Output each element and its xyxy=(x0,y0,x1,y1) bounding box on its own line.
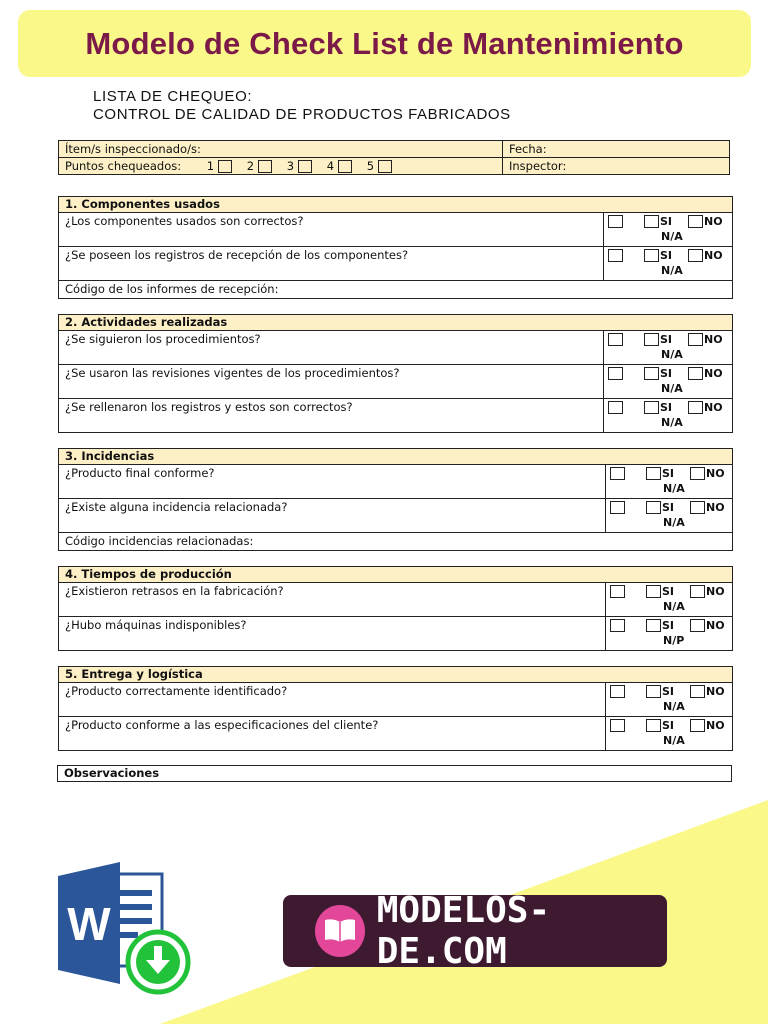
na-label: N/A xyxy=(661,264,683,277)
na-label: N/A xyxy=(661,230,683,243)
question-text: ¿Los componentes usados son correctos? xyxy=(59,213,604,247)
question-text: ¿Producto conforme a las especificaciones del cliente? xyxy=(59,717,606,751)
si-label: SI xyxy=(660,401,673,414)
no-label: NO xyxy=(704,333,723,346)
question-text: ¿Se usaron las revisiones vigentes de los procedimientos? xyxy=(59,365,604,399)
no-label: NO xyxy=(706,685,725,698)
point-checkbox-2[interactable] xyxy=(258,160,272,173)
answer-options xyxy=(604,247,733,281)
question-text: ¿Existieron retrasos en la fabricación? xyxy=(59,583,606,617)
open-book-icon xyxy=(323,918,357,944)
checkbox[interactable] xyxy=(610,467,625,480)
word-download-icon[interactable] xyxy=(58,860,198,1000)
header-info-table xyxy=(58,140,730,175)
answer-options xyxy=(606,465,733,499)
no-checkbox[interactable] xyxy=(688,249,703,262)
si-checkbox[interactable] xyxy=(646,501,661,514)
page-title: Modelo de Check List de Mantenimiento xyxy=(85,25,684,61)
point-number: 4 xyxy=(326,159,335,173)
checkbox[interactable] xyxy=(608,401,623,414)
section-title: 5. Entrega y logística xyxy=(59,667,733,683)
question-text: ¿Se siguieron los procedimientos? xyxy=(59,331,604,365)
subtitle-line-1: LISTA DE CHEQUEO: xyxy=(93,88,253,105)
answer-options xyxy=(604,331,733,365)
si-checkbox[interactable] xyxy=(644,333,659,346)
answer-options xyxy=(604,213,733,247)
answer-options xyxy=(606,683,733,717)
checkbox[interactable] xyxy=(608,249,623,262)
question-text: ¿Existe alguna incidencia relacionada? xyxy=(59,499,606,533)
answer-options xyxy=(606,617,733,651)
no-checkbox[interactable] xyxy=(688,367,703,380)
si-checkbox[interactable] xyxy=(646,619,661,632)
si-label: SI xyxy=(662,501,675,514)
si-label: SI xyxy=(662,467,675,480)
point-number: 1 xyxy=(206,159,215,173)
points-checked-label: Puntos chequeados: xyxy=(65,159,182,173)
point-checkbox-1[interactable] xyxy=(218,160,232,173)
no-label: NO xyxy=(706,585,725,598)
si-checkbox[interactable] xyxy=(644,367,659,380)
section-title: 2. Actividades realizadas xyxy=(59,315,733,331)
na-label: N/A xyxy=(663,700,685,713)
si-label: SI xyxy=(660,367,673,380)
point-number: 2 xyxy=(246,159,255,173)
section-1-table xyxy=(58,196,733,299)
points-checked-field xyxy=(59,158,503,175)
no-label: NO xyxy=(704,367,723,380)
si-checkbox[interactable] xyxy=(646,719,661,732)
no-label: NO xyxy=(704,401,723,414)
checkbox[interactable] xyxy=(610,501,625,514)
checkbox[interactable] xyxy=(608,367,623,380)
si-label: SI xyxy=(662,585,675,598)
section-2-table xyxy=(58,314,733,433)
no-label: NO xyxy=(706,467,725,480)
no-checkbox[interactable] xyxy=(690,501,705,514)
na-label: N/A xyxy=(663,482,685,495)
question-text: ¿Producto correctamente identificado? xyxy=(59,683,606,717)
si-checkbox[interactable] xyxy=(644,249,659,262)
si-label: SI xyxy=(660,215,673,228)
no-checkbox[interactable] xyxy=(690,685,705,698)
no-label: NO xyxy=(706,619,725,632)
point-checkbox-3[interactable] xyxy=(298,160,312,173)
point-number: 5 xyxy=(366,159,375,173)
subtitle-line-2: CONTROL DE CALIDAD DE PRODUCTOS FABRICADOS xyxy=(93,106,511,123)
answer-options xyxy=(606,583,733,617)
no-checkbox[interactable] xyxy=(690,467,705,480)
no-checkbox[interactable] xyxy=(690,719,705,732)
checkbox[interactable] xyxy=(610,585,625,598)
point-checkbox-5[interactable] xyxy=(378,160,392,173)
word-letter: W xyxy=(67,898,111,950)
no-label: NO xyxy=(706,719,725,732)
date-label: Fecha: xyxy=(509,142,547,156)
reception-report-code-field[interactable]: Código de los informes de recepción: xyxy=(59,281,733,299)
si-checkbox[interactable] xyxy=(646,685,661,698)
no-checkbox[interactable] xyxy=(690,585,705,598)
si-label: SI xyxy=(662,719,675,732)
observations-table xyxy=(57,765,732,782)
inspector-field[interactable] xyxy=(503,158,730,175)
incident-code-field[interactable]: Código incidencias relacionadas: xyxy=(59,533,733,551)
question-text: ¿Se rellenaron los registros y estos son correctos? xyxy=(59,399,604,433)
brand-badge[interactable] xyxy=(283,890,667,972)
section-title: 1. Componentes usados xyxy=(59,197,733,213)
observations-field[interactable]: Observaciones xyxy=(58,766,732,782)
checkbox[interactable] xyxy=(610,685,625,698)
answer-options xyxy=(604,365,733,399)
date-field[interactable] xyxy=(503,141,730,158)
section-3-table xyxy=(58,448,733,551)
point-number: 3 xyxy=(286,159,295,173)
na-label: N/A xyxy=(661,382,683,395)
title-banner xyxy=(18,10,751,77)
na-label: N/A xyxy=(663,600,685,613)
na-label: N/A xyxy=(663,734,685,747)
si-label: SI xyxy=(662,619,675,632)
section-title: 4. Tiempos de producción xyxy=(59,567,733,583)
question-text: ¿Se poseen los registros de recepción de los componentes? xyxy=(59,247,604,281)
np-label: N/P xyxy=(663,634,685,647)
answer-options xyxy=(606,499,733,533)
si-checkbox[interactable] xyxy=(644,215,659,228)
si-checkbox[interactable] xyxy=(646,467,661,480)
no-checkbox[interactable] xyxy=(690,619,705,632)
si-checkbox[interactable] xyxy=(646,585,661,598)
section-4-table xyxy=(58,566,733,651)
na-label: N/A xyxy=(661,348,683,361)
section-title: 3. Incidencias xyxy=(59,449,733,465)
answer-options xyxy=(604,399,733,433)
checkbox[interactable] xyxy=(608,333,623,346)
document-subtitle xyxy=(93,88,511,124)
brand-name: MODELOS-DE.COM xyxy=(376,890,551,972)
si-label: SI xyxy=(660,249,673,262)
si-checkbox[interactable] xyxy=(644,401,659,414)
checkbox[interactable] xyxy=(610,619,625,632)
no-label: NO xyxy=(706,501,725,514)
point-checkbox-4[interactable] xyxy=(338,160,352,173)
na-label: N/A xyxy=(661,416,683,429)
no-label: NO xyxy=(704,215,723,228)
no-checkbox[interactable] xyxy=(688,333,703,346)
checkbox[interactable] xyxy=(610,719,625,732)
no-checkbox[interactable] xyxy=(688,401,703,414)
no-label: NO xyxy=(704,249,723,262)
checkbox[interactable] xyxy=(608,215,623,228)
na-label: N/A xyxy=(663,516,685,529)
section-5-table xyxy=(58,666,733,751)
question-text: ¿Producto final conforme? xyxy=(59,465,606,499)
inspector-label: Inspector: xyxy=(509,159,567,173)
items-inspected-label: Ítem/s inspeccionado/s: xyxy=(65,142,201,156)
si-label: SI xyxy=(662,685,675,698)
items-inspected-field[interactable] xyxy=(59,141,503,158)
no-checkbox[interactable] xyxy=(688,215,703,228)
question-text: ¿Hubo máquinas indisponibles? xyxy=(59,617,606,651)
brand-logo-circle xyxy=(315,905,365,957)
answer-options xyxy=(606,717,733,751)
si-label: SI xyxy=(660,333,673,346)
